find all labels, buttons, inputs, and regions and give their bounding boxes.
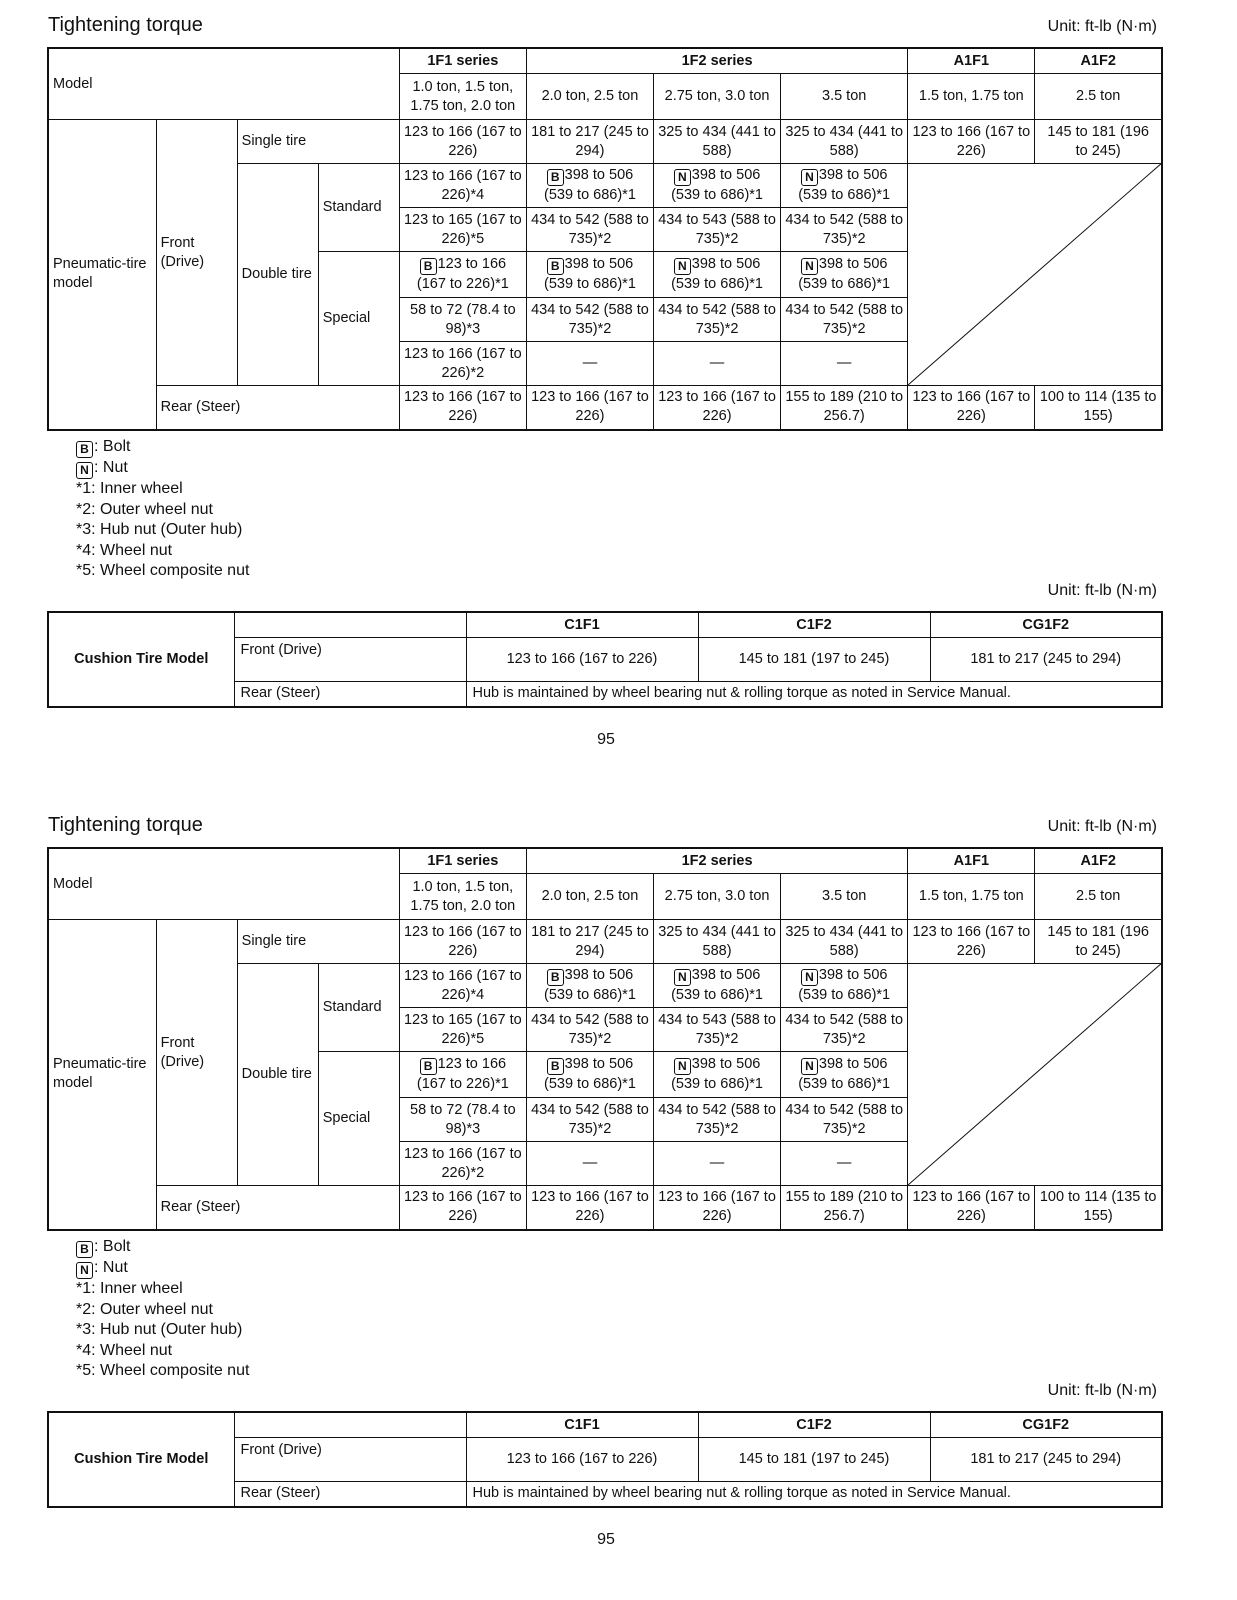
cushion-header: C1F1 xyxy=(466,1412,698,1438)
model-label: Model xyxy=(48,48,399,120)
torque-cell: 434 to 542 (588 to 735)*2 xyxy=(781,1098,908,1142)
bolt-icon: B xyxy=(420,258,437,275)
torque-cell: — xyxy=(654,1142,781,1186)
cushion-front-label: Front (Drive) xyxy=(234,638,466,682)
torque-cell: 123 to 166 (167 to 226) xyxy=(908,386,1035,430)
torque-cell xyxy=(399,252,526,298)
nut-icon: N xyxy=(801,1058,818,1075)
torque-cell: 434 to 542 (588 to 735)*2 xyxy=(526,1098,653,1142)
legend-item: *4: Wheel nut xyxy=(76,541,173,559)
not-applicable-cell xyxy=(908,164,1162,386)
torque-cell: 123 to 166 (167 to 226) xyxy=(526,1186,653,1230)
bolt-icon: B xyxy=(547,258,564,275)
capacity-cell: 2.75 ton, 3.0 ton xyxy=(654,874,781,920)
torque-cell: 434 to 542 (588 to 735)*2 xyxy=(781,208,908,252)
legend-item: B : Bolt xyxy=(76,437,249,458)
torque-cell xyxy=(526,964,653,1008)
cushion-rear-label: Rear (Steer) xyxy=(234,1482,466,1507)
unit-label: Unit: ft-lb (N·m) xyxy=(1047,18,1157,35)
series-header: A1F2 xyxy=(1035,848,1162,874)
rear-steer-label: Rear (Steer) xyxy=(156,1186,399,1230)
torque-value: 398 to 506 (539 to 686)*1 xyxy=(543,256,636,292)
torque-cell: 123 to 166 (167 to 226) xyxy=(908,120,1035,164)
torque-value: 398 to 506 (539 to 686)*1 xyxy=(671,167,763,203)
nut-icon: N xyxy=(76,462,93,479)
torque-cell: 325 to 434 (441 to 588) xyxy=(654,120,781,164)
nut-icon: N xyxy=(674,1058,691,1075)
torque-cell: 434 to 542 (588 to 735)*2 xyxy=(526,298,653,342)
torque-cell: 145 to 181 (197 to 245) xyxy=(698,638,930,682)
torque-cell: — xyxy=(781,342,908,386)
capacity-cell: 2.5 ton xyxy=(1035,74,1162,120)
torque-cell: 434 to 543 (588 to 735)*2 xyxy=(654,1008,781,1052)
capacity-cell: 2.0 ton, 2.5 ton xyxy=(526,874,653,920)
cushion-header: C1F1 xyxy=(466,612,698,638)
torque-cell: 123 to 166 (167 to 226)*2 xyxy=(399,342,526,386)
torque-cell xyxy=(781,164,908,208)
torque-cell xyxy=(654,164,781,208)
torque-cell: 100 to 114 (135 to 155) xyxy=(1035,386,1162,430)
legend-item: *4: Wheel nut xyxy=(76,1341,173,1359)
pneumatic-torque-table xyxy=(47,847,1163,1231)
torque-cell: 181 to 217 (245 to 294) xyxy=(526,920,653,964)
legend-item: *1: Inner wheel xyxy=(76,480,183,497)
series-header: 1F2 series xyxy=(526,48,907,74)
standard-label: Standard xyxy=(318,964,399,1052)
torque-value: 398 to 506 (539 to 686)*1 xyxy=(543,167,636,203)
double-tire-label: Double tire xyxy=(237,164,318,386)
capacity-cell: 1.5 ton, 1.75 ton xyxy=(908,874,1035,920)
torque-cell xyxy=(781,252,908,298)
torque-cell: 123 to 166 (167 to 226) xyxy=(399,1186,526,1230)
cushion-torque-table xyxy=(47,1411,1163,1508)
series-header: A1F1 xyxy=(908,48,1035,74)
legend-item: *3: Hub nut (Outer hub) xyxy=(76,1321,243,1338)
page-title: Tightening torque xyxy=(48,14,203,36)
torque-cell: 434 to 542 (588 to 735)*2 xyxy=(654,1098,781,1142)
torque-cell: 181 to 217 (245 to 294) xyxy=(930,1438,1162,1482)
pneumatic-label: Pneumatic-tire model xyxy=(48,920,156,1230)
diagonal-slash xyxy=(908,164,1161,385)
nut-icon: N xyxy=(801,169,818,186)
bolt-icon: B xyxy=(420,1058,437,1075)
nut-icon: N xyxy=(801,258,818,275)
torque-cell: 123 to 166 (167 to 226) xyxy=(399,386,526,430)
series-header: A1F1 xyxy=(908,848,1035,874)
torque-value: 398 to 506 (539 to 686)*1 xyxy=(543,967,636,1003)
unit-label: Unit: ft-lb (N·m) xyxy=(1047,818,1157,835)
page-number: 95 xyxy=(597,1531,615,1548)
torque-cell: 434 to 542 (588 to 735)*2 xyxy=(781,1008,908,1052)
legend-item: *2: Outer wheel nut xyxy=(76,500,213,518)
cushion-rear-note: Hub is maintained by wheel bearing nut & rolling torque as noted in Service Manual. xyxy=(466,682,1162,707)
legend-item: *5: Wheel composite nut xyxy=(76,562,250,579)
legend-item: N : Nut xyxy=(76,458,249,479)
nut-icon: N xyxy=(801,969,818,986)
legend-item: *3: Hub nut (Outer hub) xyxy=(76,521,243,538)
torque-cell: 181 to 217 (245 to 294) xyxy=(526,120,653,164)
torque-cell xyxy=(526,1052,653,1098)
series-header: 1F1 series xyxy=(399,848,526,874)
series-header: 1F2 series xyxy=(526,848,907,874)
special-label: Special xyxy=(318,252,399,386)
torque-value: 398 to 506 (539 to 686)*1 xyxy=(671,967,763,1003)
unit-label: Unit: ft-lb (N·m) xyxy=(1047,1382,1157,1399)
torque-value: 398 to 506 (539 to 686)*1 xyxy=(671,1056,763,1092)
diagonal-slash xyxy=(908,964,1161,1185)
standard-label: Standard xyxy=(318,164,399,252)
bolt-icon: B xyxy=(76,1241,93,1258)
nut-icon: N xyxy=(674,258,691,275)
cushion-rear-note: Hub is maintained by wheel bearing nut & rolling torque as noted in Service Manual. xyxy=(466,1482,1162,1507)
torque-value: 398 to 506 (539 to 686)*1 xyxy=(798,1056,891,1092)
torque-cell: 145 to 181 (197 to 245) xyxy=(698,1438,930,1482)
double-tire-label: Double tire xyxy=(237,964,318,1186)
torque-value: 123 to 166 (167 to 226)*1 xyxy=(416,256,509,292)
legend-item: *2: Outer wheel nut xyxy=(76,1300,213,1318)
torque-cell: — xyxy=(526,1142,653,1186)
special-label: Special xyxy=(318,1052,399,1186)
torque-cell: 123 to 165 (167 to 226)*5 xyxy=(399,1008,526,1052)
front-drive-label: Front (Drive) xyxy=(156,920,237,1186)
capacity-cell: 1.5 ton, 1.75 ton xyxy=(908,74,1035,120)
page-copy-2 xyxy=(0,800,1237,1600)
bolt-icon: B xyxy=(547,1058,564,1075)
torque-cell: 123 to 166 (167 to 226) xyxy=(466,1438,698,1482)
torque-value: 398 to 506 (539 to 686)*1 xyxy=(671,256,763,292)
torque-cell: 155 to 189 (210 to 256.7) xyxy=(781,386,908,430)
torque-cell: 123 to 166 (167 to 226) xyxy=(399,920,526,964)
rear-steer-label: Rear (Steer) xyxy=(156,386,399,430)
torque-cell: — xyxy=(781,1142,908,1186)
torque-value: 123 to 166 (167 to 226)*1 xyxy=(416,1056,509,1092)
torque-cell: 123 to 166 (167 to 226) xyxy=(908,1186,1035,1230)
cushion-header: CG1F2 xyxy=(930,612,1162,638)
legend-item: *5: Wheel composite nut xyxy=(76,1362,250,1379)
torque-value: 398 to 506 (539 to 686)*1 xyxy=(543,1056,636,1092)
torque-cell: 123 to 166 (167 to 226) xyxy=(654,386,781,430)
torque-cell: 155 to 189 (210 to 256.7) xyxy=(781,1186,908,1230)
torque-cell: 123 to 166 (167 to 226)*4 xyxy=(399,164,526,208)
bolt-icon: B xyxy=(547,969,564,986)
torque-cell: 145 to 181 (196 to 245) xyxy=(1035,120,1162,164)
capacity-cell: 1.0 ton, 1.5 ton, 1.75 ton, 2.0 ton xyxy=(399,74,526,120)
legend-item: *1: Inner wheel xyxy=(76,1280,183,1297)
series-header: A1F2 xyxy=(1035,48,1162,74)
pneumatic-torque-table xyxy=(47,47,1163,431)
capacity-cell: 1.0 ton, 1.5 ton, 1.75 ton, 2.0 ton xyxy=(399,874,526,920)
cushion-torque-table xyxy=(47,611,1163,708)
torque-cell: 181 to 217 (245 to 294) xyxy=(930,638,1162,682)
capacity-cell: 2.75 ton, 3.0 ton xyxy=(654,74,781,120)
torque-cell xyxy=(526,252,653,298)
torque-cell: — xyxy=(654,342,781,386)
torque-cell: 123 to 166 (167 to 226) xyxy=(654,1186,781,1230)
torque-cell: 434 to 542 (588 to 735)*2 xyxy=(781,298,908,342)
page-number: 95 xyxy=(597,731,615,748)
torque-cell xyxy=(781,1052,908,1098)
legend xyxy=(76,437,249,582)
nut-icon: N xyxy=(76,1262,93,1279)
torque-cell: 123 to 166 (167 to 226) xyxy=(908,920,1035,964)
torque-cell: 434 to 542 (588 to 735)*2 xyxy=(526,1008,653,1052)
legend-item: B : Bolt xyxy=(76,1237,249,1258)
series-header: 1F1 series xyxy=(399,48,526,74)
bolt-icon: B xyxy=(547,169,564,186)
torque-cell xyxy=(399,1052,526,1098)
torque-cell: 100 to 114 (135 to 155) xyxy=(1035,1186,1162,1230)
torque-cell: 58 to 72 (78.4 to 98)*3 xyxy=(399,298,526,342)
single-tire-label: Single tire xyxy=(237,920,399,964)
model-label: Model xyxy=(48,848,399,920)
cushion-header: C1F2 xyxy=(698,612,930,638)
capacity-cell: 2.0 ton, 2.5 ton xyxy=(526,74,653,120)
capacity-cell: 2.5 ton xyxy=(1035,874,1162,920)
capacity-cell: 3.5 ton xyxy=(781,874,908,920)
torque-cell xyxy=(654,252,781,298)
not-applicable-cell xyxy=(908,964,1162,1186)
cushion-front-label: Front (Drive) xyxy=(234,1438,466,1482)
torque-cell xyxy=(781,964,908,1008)
page-title: Tightening torque xyxy=(48,814,203,836)
single-tire-label: Single tire xyxy=(237,120,399,164)
torque-cell: 123 to 166 (167 to 226)*4 xyxy=(399,964,526,1008)
torque-cell: 123 to 166 (167 to 226) xyxy=(466,638,698,682)
torque-cell xyxy=(654,964,781,1008)
front-drive-label: Front (Drive) xyxy=(156,120,237,386)
cushion-header: CG1F2 xyxy=(930,1412,1162,1438)
torque-value: 398 to 506 (539 to 686)*1 xyxy=(798,256,891,292)
torque-value: 398 to 506 (539 to 686)*1 xyxy=(798,167,891,203)
torque-cell: 325 to 434 (441 to 588) xyxy=(654,920,781,964)
torque-cell: 58 to 72 (78.4 to 98)*3 xyxy=(399,1098,526,1142)
torque-cell: 123 to 165 (167 to 226)*5 xyxy=(399,208,526,252)
torque-cell xyxy=(654,1052,781,1098)
cushion-rear-label: Rear (Steer) xyxy=(234,682,466,707)
torque-cell: — xyxy=(526,342,653,386)
cushion-model-label: Cushion Tire Model xyxy=(48,1412,234,1507)
bolt-icon: B xyxy=(76,441,93,458)
cushion-model-label: Cushion Tire Model xyxy=(48,612,234,707)
torque-cell: 123 to 166 (167 to 226)*2 xyxy=(399,1142,526,1186)
nut-icon: N xyxy=(674,169,691,186)
torque-cell: 434 to 543 (588 to 735)*2 xyxy=(654,208,781,252)
torque-cell: 325 to 434 (441 to 588) xyxy=(781,920,908,964)
torque-cell: 123 to 166 (167 to 226) xyxy=(399,120,526,164)
cushion-header: C1F2 xyxy=(698,1412,930,1438)
unit-label: Unit: ft-lb (N·m) xyxy=(1047,582,1157,599)
legend xyxy=(76,1237,249,1382)
torque-cell xyxy=(526,164,653,208)
torque-value: 398 to 506 (539 to 686)*1 xyxy=(798,967,891,1003)
torque-cell: 434 to 542 (588 to 735)*2 xyxy=(654,298,781,342)
legend-item: N : Nut xyxy=(76,1258,249,1279)
nut-icon: N xyxy=(674,969,691,986)
torque-cell: 325 to 434 (441 to 588) xyxy=(781,120,908,164)
torque-cell: 123 to 166 (167 to 226) xyxy=(526,386,653,430)
torque-cell: 434 to 542 (588 to 735)*2 xyxy=(526,208,653,252)
pneumatic-label: Pneumatic-tire model xyxy=(48,120,156,430)
torque-cell: 145 to 181 (196 to 245) xyxy=(1035,920,1162,964)
capacity-cell: 3.5 ton xyxy=(781,74,908,120)
